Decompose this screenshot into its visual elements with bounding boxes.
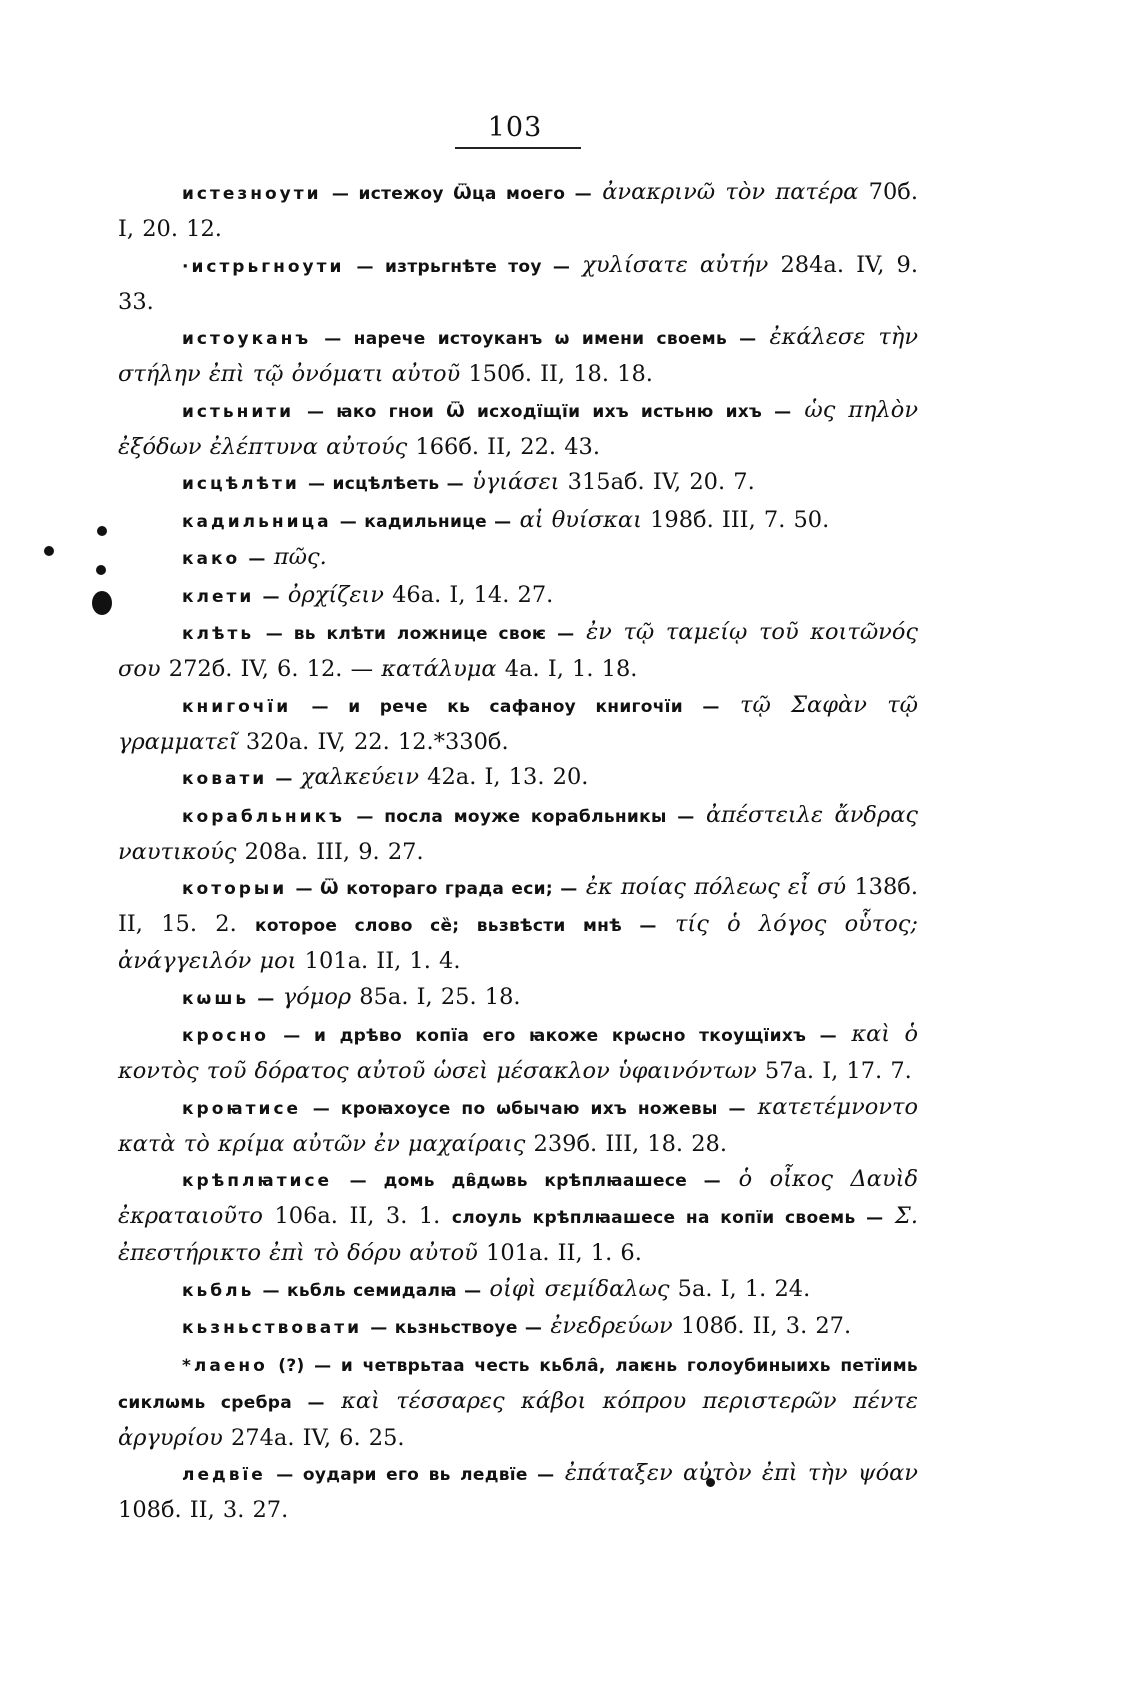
headword: кроꙗтисе bbox=[182, 1098, 302, 1119]
greek-text: ὑγιάσει bbox=[472, 469, 560, 495]
dictionary-entry bbox=[118, 870, 918, 979]
reference: 198б. III, 7. 50. bbox=[650, 506, 830, 533]
slavonic-text-secondary: слоуль крѣплꙗашесе на копїи своемь — bbox=[451, 1208, 884, 1228]
greek-text: ὀρχίζειν bbox=[287, 581, 384, 608]
slavonic-text: — вь клѣти ложнице своѥ — bbox=[265, 624, 575, 644]
greek-text: οἰφὶ σεμίδαλως bbox=[489, 1275, 670, 1302]
slavonic-text: — и дрѣво копїа его ꙗкоже крѡсно ткоущїихъ — bbox=[283, 1026, 837, 1046]
headword: книгочїи bbox=[182, 696, 292, 717]
greek-text: ἐπάταξεν αὐτὸν ἐπὶ τὴν ψόαν bbox=[564, 1460, 918, 1486]
dictionary-entry bbox=[118, 1309, 918, 1346]
reference: 57а. I, 17. 7. bbox=[764, 1058, 912, 1084]
greek-text: πῶς. bbox=[273, 544, 327, 570]
slavonic-text: — и рече кь сафаноу книгочїи — bbox=[311, 696, 720, 717]
dictionary-entry bbox=[118, 1272, 918, 1309]
slavonic-text: — домь дв̑дѡвь крѣплꙗашесе — bbox=[349, 1171, 721, 1191]
reference: 150б. II, 18. 18. bbox=[468, 361, 653, 387]
dictionary-entry bbox=[118, 798, 918, 870]
headword: ·истрьгноути bbox=[182, 256, 345, 277]
greek-text: χαλκεύειν bbox=[300, 764, 420, 790]
greek-text: καὶ τέσσαρες κάβοι κόπρου περιστερῶν πέντε ἀργυρίου bbox=[118, 1387, 919, 1451]
greek-text: ἀπέστειλε ἄνδρας ναυτικούς bbox=[118, 801, 918, 865]
dictionary-entry bbox=[118, 248, 918, 320]
greek-text: ὁ οἶκος Δαυὶδ ἐκραταιοῦτο bbox=[118, 1166, 918, 1229]
reference-secondary: 101а. II, 1. 4. bbox=[304, 948, 461, 974]
headword: кьзньствовати bbox=[182, 1318, 363, 1338]
slavonic-text: — исцѣлѣеть — bbox=[307, 474, 464, 494]
slavonic-text: — посла моуже корабльникы — bbox=[356, 806, 695, 827]
slavonic-text: — ꙗко гнои Ѿ исходїщїи ихъ истьню ихъ — bbox=[306, 401, 792, 422]
headword: ледвїе bbox=[182, 1465, 266, 1485]
greek-text: τῷ Σαφὰν τῷ γραμματεῖ bbox=[118, 691, 918, 755]
headword: клети bbox=[182, 586, 255, 607]
slavonic-text: (?) — и четврьтаа честь кьбла̑, лаѥнь голоубиныихь петїимь сиклѡмь сребра — bbox=[118, 1355, 918, 1413]
dictionary-entry bbox=[118, 578, 918, 615]
page-number: 103 bbox=[487, 112, 543, 143]
greek-text: ἐκ ποίας πόλεως εἶ σύ bbox=[585, 874, 847, 900]
dictionary-entry bbox=[118, 1017, 918, 1089]
reference: 166б. II, 22. 43. bbox=[415, 433, 600, 460]
reference: 315аб. IV, 20. 7. bbox=[567, 469, 755, 495]
headword: кѡшь bbox=[182, 988, 250, 1009]
slavonic-text: — bbox=[262, 586, 280, 607]
greek-text: ἐν τῷ ταμείῳ τοῦ κοιτῶνός σου bbox=[118, 619, 918, 682]
greek-text: γόμορ bbox=[282, 983, 352, 1010]
dictionary-entry bbox=[118, 1456, 918, 1528]
headword: истьнити bbox=[182, 401, 295, 422]
greek-text: χυλίσατε αὐτήν bbox=[582, 251, 769, 278]
greek-text-secondary: τίς ὁ λόγος οὗτος; ἀνάγγειλόν μοι bbox=[118, 911, 918, 974]
dictionary-entry bbox=[118, 320, 918, 392]
reference: 239б. III, 18. 28. bbox=[533, 1130, 728, 1157]
slavonic-text: — Ѿ котораго града еси; — bbox=[295, 879, 578, 899]
slavonic-text: — bbox=[275, 769, 293, 789]
margin-dot-3 bbox=[96, 565, 106, 575]
reference-secondary: 4а. I, 1. 18. bbox=[504, 656, 638, 682]
slavonic-text: — кьзньствоуе — bbox=[370, 1318, 543, 1338]
margin-dot-2 bbox=[44, 546, 54, 556]
slavonic-text: — кадильнице — bbox=[339, 511, 512, 532]
margin-dot-1 bbox=[97, 526, 107, 536]
reference: 272б. IV, 6. 12. — bbox=[168, 656, 374, 682]
dictionary-entry bbox=[118, 465, 918, 502]
headword: кьбль bbox=[182, 1280, 255, 1301]
headword: исцѣлѣти bbox=[182, 474, 300, 494]
dictionary-entry bbox=[118, 980, 918, 1017]
reference: 320а. IV, 22. 12.*330б. bbox=[245, 728, 509, 755]
greek-text: κατετέμνοντο κατὰ τὸ κρίμα αὐτῶν ἐν μαχαίραις bbox=[118, 1093, 918, 1157]
greek-text: ἐνεδρεύων bbox=[550, 1313, 673, 1339]
slavonic-text: — изтрьгнѣте тоу — bbox=[356, 256, 571, 277]
dictionary-entry bbox=[118, 503, 918, 540]
headword: истезнoути bbox=[182, 184, 322, 204]
greek-text: ἐκάλεσε τὴν στήλην ἐπὶ τῷ ὀνόματι αὐτοῦ bbox=[118, 324, 918, 387]
slavonic-text-secondary: которое слово се̏; вьзвѣсти мнѣ — bbox=[255, 916, 657, 936]
slavonic-text: — bbox=[257, 988, 275, 1009]
headword: крѣплꙗтисе bbox=[182, 1171, 333, 1191]
reference: 138б. II, 15. 2. bbox=[118, 874, 919, 937]
reference: 208а. III, 9. 27. bbox=[244, 838, 424, 865]
reference: 70б. I, 20. 12. bbox=[118, 179, 919, 242]
slavonic-text: — нарече истоуканъ ѡ имени своемь — bbox=[324, 329, 757, 349]
greek-text: αἱ θυίσκαι bbox=[519, 506, 642, 533]
headword: истоуканъ bbox=[182, 329, 312, 349]
dictionary-entry bbox=[118, 615, 918, 687]
dictionary-entries bbox=[118, 175, 918, 1529]
dictionary-entry bbox=[118, 393, 918, 465]
reference-secondary: 101а. II, 1. 6. bbox=[486, 1240, 642, 1266]
headword: *лаено bbox=[182, 1355, 268, 1376]
reference: 106а. II, 3. 1. bbox=[274, 1203, 441, 1229]
greek-text: ὡς πηλὸν ἐξόδων ἐλέπτυνα αὐτούς bbox=[118, 396, 919, 460]
greek-text: ἀνακρινῶ τὸν πατέρα bbox=[602, 179, 859, 205]
reference: 85а. I, 25. 18. bbox=[359, 983, 521, 1010]
dictionary-entry bbox=[118, 1090, 918, 1162]
dictionary-entry bbox=[118, 688, 918, 760]
headword: которыи bbox=[182, 879, 288, 899]
slavonic-text: — кроꙗхоусе по ѡбычаю ихъ ножевы — bbox=[312, 1098, 746, 1119]
reference: 274а. IV, 6. 25. bbox=[230, 1424, 405, 1451]
dictionary-entry bbox=[118, 760, 918, 797]
slavonic-text: — оудари его вь ледвїе — bbox=[276, 1465, 555, 1485]
slavonic-text: — bbox=[248, 549, 266, 569]
headword: ковати bbox=[182, 769, 268, 789]
reference: 46а. I, 14. 27. bbox=[392, 581, 554, 608]
headword: корабльникъ bbox=[182, 806, 345, 827]
greek-text-secondary: Σ. ἐπεστήρικτο ἐπὶ τὸ δόρυ αὐτοῦ bbox=[118, 1203, 918, 1266]
reference: 284а. IV, 9. 33. bbox=[118, 251, 919, 315]
dictionary-entry bbox=[118, 1162, 918, 1271]
slavonic-text: — истежоу Ѿца моего — bbox=[331, 184, 592, 204]
reference: 5а. I, 1. 24. bbox=[677, 1275, 811, 1302]
headword: кросно bbox=[182, 1026, 269, 1046]
dictionary-entry bbox=[118, 175, 918, 247]
greek-text-secondary: κατάλυμα bbox=[381, 656, 497, 682]
reference: 42а. I, 13. 20. bbox=[427, 764, 589, 790]
dictionary-entry bbox=[118, 1347, 918, 1456]
page-number-rule bbox=[455, 147, 581, 149]
headword: клѣть bbox=[182, 624, 255, 644]
dictionary-entry bbox=[118, 540, 918, 577]
reference: 108б. II, 3. 27. bbox=[118, 1497, 289, 1523]
margin-ink-blot bbox=[92, 591, 112, 615]
slavonic-text: — кьбль семидалꙗ — bbox=[262, 1280, 482, 1301]
headword: како bbox=[182, 549, 241, 569]
reference: 108б. II, 3. 27. bbox=[680, 1313, 852, 1339]
headword: кадильница bbox=[182, 511, 332, 532]
greek-text: καὶ ὁ κοντὸς τοῦ δόρατος αὐτοῦ ὡσεὶ μέσακλον ὑφαινόντων bbox=[118, 1021, 919, 1084]
